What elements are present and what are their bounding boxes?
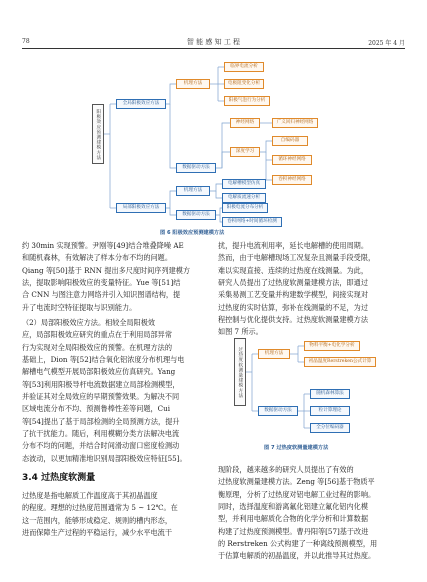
left-para-3: 过热度是指电解质工作温度高于其初晶温度 的程度。理想的过热度范围通常为 5 ~ 12℃。在 这一范围内，能够形成稳定、规则的槽内形态， 进而保障生产过程的平稳运行，减少水平电流干 xyxy=(22,491,178,538)
fig6-branch-local: 局部阳极效应方法 xyxy=(116,203,166,213)
section-3-4-title: 3.4 过热度软测量 xyxy=(22,473,96,483)
fig6-global-deep-item-2: 循环神经网络 xyxy=(272,155,312,165)
fig6-local-mech: 机理方法 xyxy=(176,186,210,196)
fig7-data-item-2: 粒计算理论 xyxy=(310,406,350,416)
right-para-1: 扰，提升电流利用率，延长电解槽的使用周期。 然而，由于电解槽现场工况复杂且测量手段受限， 难以实现直接、连续的过热度在线测量。为此， 研究人员提出了过热度软测量建模方法，即通过 采集易测工艺变量并构建数学模型，间接实现对 过热度的实时估算，弥补在线测量的不足，为过 程控制与优化提供支持。过热度软测量建模方法 如图 7 所示。 xyxy=(218,241,376,337)
figure-6-caption: 图 6 阳极效应预测建模方法 xyxy=(160,230,225,236)
left-para-2: （2）局部阳极效应方法。相较全局阳极效 应，局部阳极效应研究的重点在于利用局部异常 行为实现对全局阳极效应的预警。在机理方法的 基础上，Dion 等[52]结合氧化铝浓度分布机理与电 解槽电气模型开展局部阳极效应仿真研究。Yang 等[53]利用阳极导杆电流数据建立局部检测模型， 并验证其对全局效应的早期预警效果。为解决不同 区域电流分布不均、预测鲁棒性差等问题，Cui 等[54]提出了基于局部检测的全局预测方法，提升 了抗干扰能力。随后，利用模糊分类方法解决电流 分布不均的问题，并结合时间滑动窗口密度检测动 态波动，以更加精准地识别局部阳极效应特征[55]。 xyxy=(22,318,187,463)
fig6-local-data-item-1: 阳极电流分布分析 xyxy=(222,203,268,213)
fig7-mech-item-2: 初晶温度Rerstreken公式计算 xyxy=(304,357,376,367)
fig7-data-item-1: 随机森林算法 xyxy=(310,389,350,399)
fig6-global-deep: 深度学习 xyxy=(230,147,260,157)
fig6-global-mech-item-2: 电极阻变化分析 xyxy=(224,79,264,89)
fig6-global-deep-item-1: 自编码器 xyxy=(272,136,308,146)
left-para-1: 约 30min 实现预警。尹刚等[49]结合堆叠降噪 AE 和随机森林，有效解决了样本分布不均的问题。 Qiang 等[50]基于 RNN 提出多尺度时间序列建模方 法，提取影响阳极效应的变量特征。Yue 等[51]结 合 CNN 与图注意力网络并引入知识图谱结构，提 升了电流时空特征提取与识别能力。 xyxy=(22,241,191,312)
fig6-global-nn: 神经网络 xyxy=(230,118,260,128)
fig6-global-mech-item-1: 临界电流分析 xyxy=(224,62,264,72)
figure-7-caption: 图 7 过热度软测量建模方法 xyxy=(264,445,329,451)
journal-title: 智 能 感 知 工 程 xyxy=(186,38,241,46)
fig6-global-deep-item-3: 卷积神经网络 xyxy=(272,175,312,185)
fig6-local-mech-item-2: 电解质流速分析 xyxy=(222,193,266,203)
fig7-data: 数据驱动方法 xyxy=(258,406,298,416)
issue-date: 2025 年 4 月 xyxy=(368,40,405,47)
fig6-local-data-item-2: 卷积网络+时间循环检测 xyxy=(222,217,282,227)
fig6-local-mech-item-1: 电解槽模型仿真 xyxy=(222,179,266,189)
fig6-global-nn-item-1: 广义回归神经网络 xyxy=(272,118,318,128)
fig7-data-item-3: 全分位编码器 xyxy=(310,423,350,433)
fig6-global-mech-item-3: 阳极气泡行为分析 xyxy=(224,96,270,106)
fig6-local-data: 数据驱动方法 xyxy=(176,210,216,220)
fig7-root: 过热度软测量建模方法 xyxy=(234,338,246,406)
fig7-mech: 机理方法 xyxy=(258,349,290,359)
page-number: 78 xyxy=(22,38,30,45)
fig6-root: 阳极效应预测建模方法 xyxy=(92,104,104,164)
fig6-global-mech: 机理方法 xyxy=(176,79,210,89)
fig7-mech-item-1: 物料平衡+电化学分析 xyxy=(304,341,360,351)
right-para-2: 现阶段，越来越多的研究人员提出了有效的 过热度软测量建模方法。Zeng 等[56]基于物质平 衡原理，分析了过热度对铝电解工业过程的影响。 同时，选择温度和游离氟化铝建立氟化铝内化模 型，并利用电解质化合物的化学分析和计算数据 构建了过热度预测模型。曹丹阳等[57]基于改进 的 Rerstreken 公式构建了一种离线预测模型，用 于估算电解质的初晶温度，并以此推导其过热度。 xyxy=(218,465,378,561)
fig6-global-data: 数据驱动方法 xyxy=(176,163,216,173)
fig6-branch-global: 全局阳极效应方法 xyxy=(116,99,166,109)
